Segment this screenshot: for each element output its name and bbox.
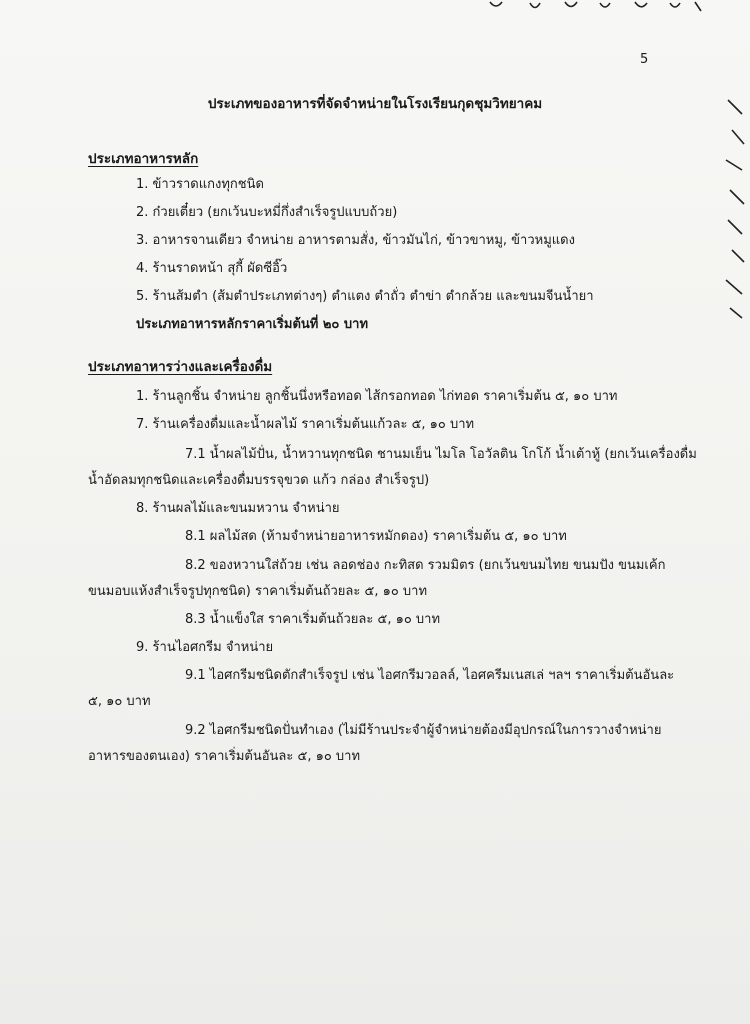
list-item: 9. ร้านไอศกรีม จำหน่าย [136,640,274,655]
list-item: อาหารของตนเอง) ราคาเริ่มต้นอันละ ๕, ๑๐ บาท [88,749,361,764]
list-item: 8.1 ผลไม้สด (ห้ามจำหน่ายอาหารหมักดอง) ราคาเริ่มต้น ๕, ๑๐ บาท [185,529,567,544]
list-item: ๕, ๑๐ บาท [88,694,151,709]
section-heading-main-food: ประเภทอาหารหลัก [88,151,199,167]
section-heading-snacks-drinks: ประเภทอาหารว่างและเครื่องดื่ม [88,359,273,375]
list-item: 8.3 น้ำแข็งใส ราคาเริ่มต้นถ้วยละ ๕, ๑๐ บาท [185,612,441,627]
list-item: 2. ก๋วยเตี๋ยว (ยกเว้นบะหมี่กึ่งสำเร็จรูปแบบถ้วย) [136,205,398,220]
list-item: 8.2 ของหวานใส่ถ้วย เช่น ลอดช่อง กะทิสด รวมมิตร (ยกเว้นขนมไทย ขนมปัง ขนมเค้ก [185,558,666,573]
list-item: 7. ร้านเครื่องดื่มและน้ำผลไม้ ราคาเริ่มต้นแก้วละ ๕, ๑๐ บาท [136,417,475,432]
scan-edge-marks-top [470,0,710,14]
scan-edge-marks-right [722,90,750,320]
list-item: ขนมอบแห้งสำเร็จรูปทุกชนิด) ราคาเริ่มต้นถ้วยละ ๕, ๑๐ บาท [88,584,428,599]
list-item: น้ำอัดลมทุกชนิดและเครื่องดื่มบรรจุขวด แก้ว กล่อง สำเร็จรูป) [88,473,430,488]
list-item: 7.1 น้ำผลไม้ปั่น, น้ำหวานทุกชนิด ชานมเย็น ไมโล โอวัลติน โกโก้ น้ำเต้าหู้ (ยกเว้นเครื่องดื่ม [185,447,697,462]
page-number: 5 [640,52,649,67]
list-item: 4. ร้านราดหน้า สุกี้ ผัดซีอิ๊ว [136,261,288,276]
section-summary: ประเภทอาหารหลักราคาเริ่มต้นที่ ๒๐ บาท [136,317,369,332]
list-item: 5. ร้านส้มตำ (ส้มตำประเภทต่างๆ) ตำแตง ตำถั่ว ตำข่า ตำกล้วย และขนมจีนน้ำยา [136,289,594,304]
list-item: 1. ข้าวราดแกงทุกชนิด [136,177,264,192]
list-item: 9.2 ไอศกรีมชนิดปั่นทำเอง (ไม่มีร้านประจำผู้จำหน่ายต้องมีอุปกรณ์ในการวางจำหน่าย [185,723,662,738]
document-title: ประเภทของอาหารที่จัดจำหน่ายในโรงเรียนกุดชุมวิทยาคม [207,96,543,112]
list-item: 1. ร้านลูกชิ้น จำหน่าย ลูกชิ้นนึ่งหรือทอด ไส้กรอกทอด ไก่ทอด ราคาเริ่มต้น ๕, ๑๐ บาท [136,389,618,404]
list-item: 8. ร้านผลไม้และขนมหวาน จำหน่าย [136,501,340,516]
list-item: 3. อาหารจานเดียว จำหน่าย อาหารตามสั่ง, ข้าวมันไก่, ข้าวขาหมู, ข้าวหมูแดง [136,233,575,248]
list-item: 9.1 ไอศกรีมชนิดตักสำเร็จรูป เช่น ไอศกรีมวอลล์, ไอศครีมเนสเล่ ฯลฯ ราคาเริ่มต้นอันละ [185,668,675,683]
